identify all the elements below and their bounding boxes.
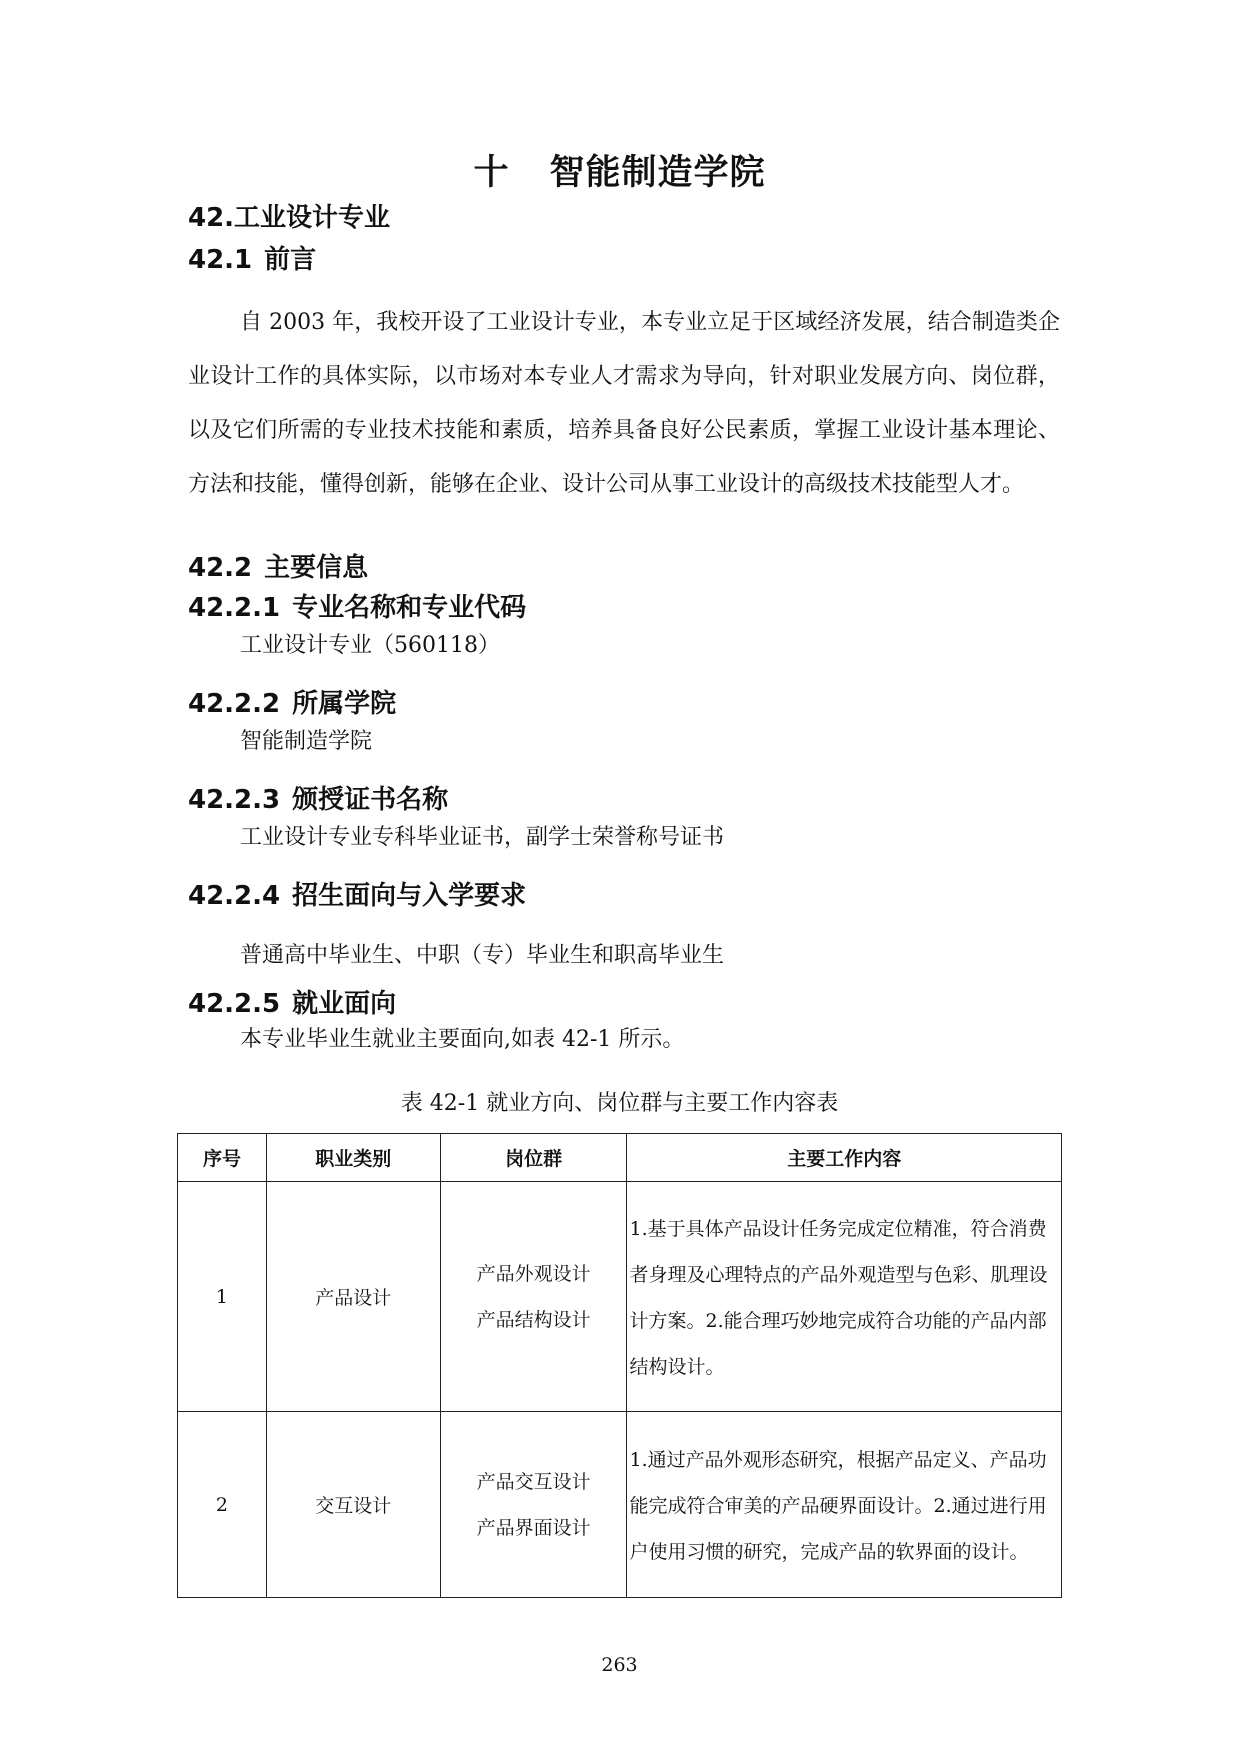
subsection-number: 42.2.2 xyxy=(188,689,281,719)
cell-content: 1.基于具体产品设计任务完成定位精准，符合消费者身理及心理特点的产品外观造型与色彩、肌理设计方案。2.能合理巧妙地完成符合功能的产品内部结构设计。 xyxy=(627,1182,1062,1412)
subsection-title: 所属学院 xyxy=(292,689,397,719)
section-title: 主要信息 xyxy=(264,553,369,583)
subsection-heading xyxy=(188,986,396,1022)
section-number: 42.1 xyxy=(188,245,253,275)
subsection-heading xyxy=(188,782,448,818)
position-item: 产品结构设计 xyxy=(476,1308,591,1331)
admission-requirements: 普通高中毕业生、中职（专）毕业生和职高毕业生 xyxy=(240,943,725,968)
header-no: 序号 xyxy=(178,1134,267,1182)
section-title: 前言 xyxy=(264,245,317,275)
cell-category: 产品设计 xyxy=(266,1182,440,1412)
subsection-heading xyxy=(188,590,526,626)
subsection-title: 专业名称和专业代码 xyxy=(292,593,527,623)
cell-positions xyxy=(440,1182,627,1412)
subsection-number: 42.2.4 xyxy=(188,881,281,911)
cell-no: 1 xyxy=(178,1182,267,1412)
subsection-heading xyxy=(188,878,526,914)
subsection-title: 就业面向 xyxy=(292,989,397,1019)
position-item: 产品交互设计 xyxy=(476,1470,591,1493)
major-heading: 42.工业设计专业 xyxy=(188,203,391,233)
page-number: 263 xyxy=(601,1654,638,1676)
subsection-title: 招生面向与入学要求 xyxy=(292,881,527,911)
cell-no: 2 xyxy=(178,1412,267,1598)
college-name: 智能制造学院 xyxy=(240,729,373,754)
preface-paragraph: 自 2003 年，我校开设了工业设计专业，本专业立足于区域经济发展，结合制造类企业设计工作的具体实际，以市场对本专业人才需求为导向，针对职业发展方向、岗位群，以及它们所需的专业技术技能和素质，培养具备良好公民素质，掌握工业设计基本理论、方法和技能，懂得创新，能够在企业、设计公司从事工业设计的高级技术技能型人才。 xyxy=(188,310,1060,497)
section-main-info-heading xyxy=(188,550,368,586)
table-header-row xyxy=(178,1134,1062,1182)
subsection-number: 42.2.1 xyxy=(188,593,281,623)
subsection-title: 颁授证书名称 xyxy=(292,785,449,815)
cell-positions xyxy=(440,1412,627,1598)
section-number: 42.2 xyxy=(188,553,253,583)
table-row xyxy=(178,1182,1062,1412)
subsection-number: 42.2.5 xyxy=(188,989,281,1019)
position-item: 产品外观设计 xyxy=(476,1262,591,1285)
subsection-heading xyxy=(188,686,396,722)
table-row xyxy=(178,1412,1062,1598)
chapter-number: 十 xyxy=(473,153,510,193)
chapter-name: 智能制造学院 xyxy=(549,153,766,193)
major-name-code: 工业设计专业（560118） xyxy=(240,633,500,658)
employment-table xyxy=(177,1133,1062,1598)
cell-category: 交互设计 xyxy=(266,1412,440,1598)
employment-text: 本专业毕业生就业主要面向,如表 42-1 所示。 xyxy=(240,1027,685,1052)
table-caption: 表 42-1 就业方向、岗位群与主要工作内容表 xyxy=(400,1091,839,1116)
header-positions: 岗位群 xyxy=(440,1134,627,1182)
subsection-number: 42.2.3 xyxy=(188,785,281,815)
position-item: 产品界面设计 xyxy=(476,1516,591,1539)
header-content: 主要工作内容 xyxy=(627,1134,1062,1182)
header-category: 职业类别 xyxy=(266,1134,440,1182)
certificate-name: 工业设计专业专科毕业证书，副学士荣誉称号证书 xyxy=(240,825,725,850)
section-preface-heading xyxy=(188,242,316,278)
chapter-title xyxy=(0,148,1239,198)
cell-content: 1.通过产品外观形态研究，根据产品定义、产品功能完成符合审美的产品硬界面设计。2.通过进行用户使用习惯的研究，完成产品的软界面的设计。 xyxy=(627,1412,1062,1598)
